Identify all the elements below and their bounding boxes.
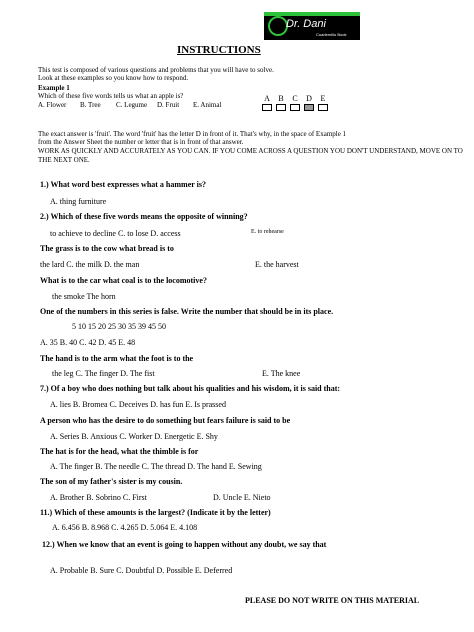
question-7: 7.) Of a boy who does nothing but talk about his qualities and his wisdom, it is said that:: [40, 384, 341, 393]
answer-2-e: E. to rehearse: [251, 229, 284, 235]
question-2: 2.) Which of these five words means the opposite of winning?: [40, 212, 248, 221]
answer-letter: B: [278, 94, 284, 103]
example-label: Example 1: [38, 84, 70, 92]
logo-circle-icon: [268, 16, 288, 36]
page-title: INSTRUCTIONS: [177, 44, 261, 56]
answer-5-options: A. 35 B. 40 C. 42 D. 45 E. 48: [40, 338, 136, 347]
intro-line-1: This test is composed of various questions and problems that you will have to solve.: [38, 66, 274, 74]
example-option-c: C. Legume: [116, 101, 148, 109]
answer-letter: E: [320, 94, 326, 103]
answer-11: A. 6.456 B. 8.968 C. 4.265 D. 5.064 E. 4.108: [52, 523, 198, 532]
question-4: What is to the car what coal is to the locomotive?: [40, 276, 207, 285]
logo-subtitle: Cuadernillo Book: [316, 32, 347, 37]
explanation-line-3: WORK AS QUICKLY AND ACCURATELY AS YOU CAN. IF YOU COME ACROSS A QUESTION YOU DON'T UNDERSTAND, MOVE ON TO: [38, 147, 463, 155]
answer-2: to achieve to decline C. to lose D. access: [50, 229, 181, 238]
answer-letter: D: [306, 94, 312, 103]
question-9: The hat is for the head, what the thimble is for: [40, 447, 199, 456]
answer-8: A. Series B. Anxious C. Worker D. Energetic E. Shy: [50, 432, 218, 441]
example-question: Which of these five words tells us what an apple is?: [38, 92, 184, 100]
answer-10: A. Brother B. Sobrino C. First: [50, 493, 147, 502]
answer-box-e: [318, 104, 328, 111]
answer-boxes: [262, 104, 328, 111]
logo-name: Dr. Dani: [286, 18, 326, 30]
answer-12: A. Probable B. Sure C. Doubtful D. Possible E. Deferred: [50, 566, 233, 575]
example-option-b: B. Tree: [80, 101, 101, 109]
question-11: 11.) Which of these amounts is the largest? (Indicate it by the letter): [40, 508, 271, 517]
answer-letters: [262, 94, 328, 103]
answer-box-b: [276, 104, 286, 111]
answer-10-de: D. Uncle E. Nieto: [213, 493, 271, 502]
answer-5-series: 5 10 15 20 25 30 35 39 45 50: [72, 322, 166, 331]
question-12: 12.) When we know that an event is going to happen without any doubt, we say that: [42, 540, 327, 549]
explanation-line-1: The exact answer is 'fruit'. The word 'fruit' has the letter D in front of it. That's why, in the space of Example 1: [38, 130, 347, 138]
answer-box-a: [262, 104, 272, 111]
answer-6: the leg C. The finger D. The fist: [52, 369, 155, 378]
example-option-d: D. Fruit: [157, 101, 180, 109]
footer-notice: PLEASE DO NOT WRITE ON THIS MATERIAL: [245, 596, 420, 605]
question-8: A person who has the desire to do something but fears failure is said to be: [40, 416, 291, 425]
answer-1: A. thing furniture: [50, 197, 107, 206]
question-6: The hand is to the arm what the foot is to the: [40, 354, 194, 363]
answer-6-e: E. The knee: [262, 369, 301, 378]
intro-line-2: Look at these examples so you know how to respond.: [38, 74, 189, 82]
answer-letter: C: [292, 94, 298, 103]
question-10: The son of my father's sister is my cousin.: [40, 477, 183, 486]
logo: [264, 12, 360, 40]
answer-box-d-selected: [304, 104, 314, 111]
example-option-a: A. Flower: [38, 101, 67, 109]
answer-4: the smoke The horn: [52, 292, 116, 301]
question-3: The grass is to the cow what bread is to: [40, 244, 174, 253]
question-1: 1.) What word best expresses what a hammer is?: [40, 180, 206, 189]
answer-7: A. lies B. Bromea C. Deceives D. has fun E. Is prassed: [50, 400, 226, 409]
answer-9: A. The finger B. The needle C. The thread D. The hand E. Sewing: [50, 462, 262, 471]
answer-3-e: E. the harvest: [255, 260, 299, 269]
explanation-line-2: from the Answer Sheet the number or letter that is in front of that answer.: [38, 138, 244, 146]
question-5: One of the numbers in this series is false. Write the number that should be in its place.: [40, 307, 334, 316]
answer-3: the lard C. the milk D. the man: [40, 260, 140, 269]
example-option-e: E. Animal: [193, 101, 222, 109]
answer-box-c: [290, 104, 300, 111]
answer-letter: A: [264, 94, 270, 103]
explanation-line-4: THE NEXT ONE.: [38, 156, 90, 164]
